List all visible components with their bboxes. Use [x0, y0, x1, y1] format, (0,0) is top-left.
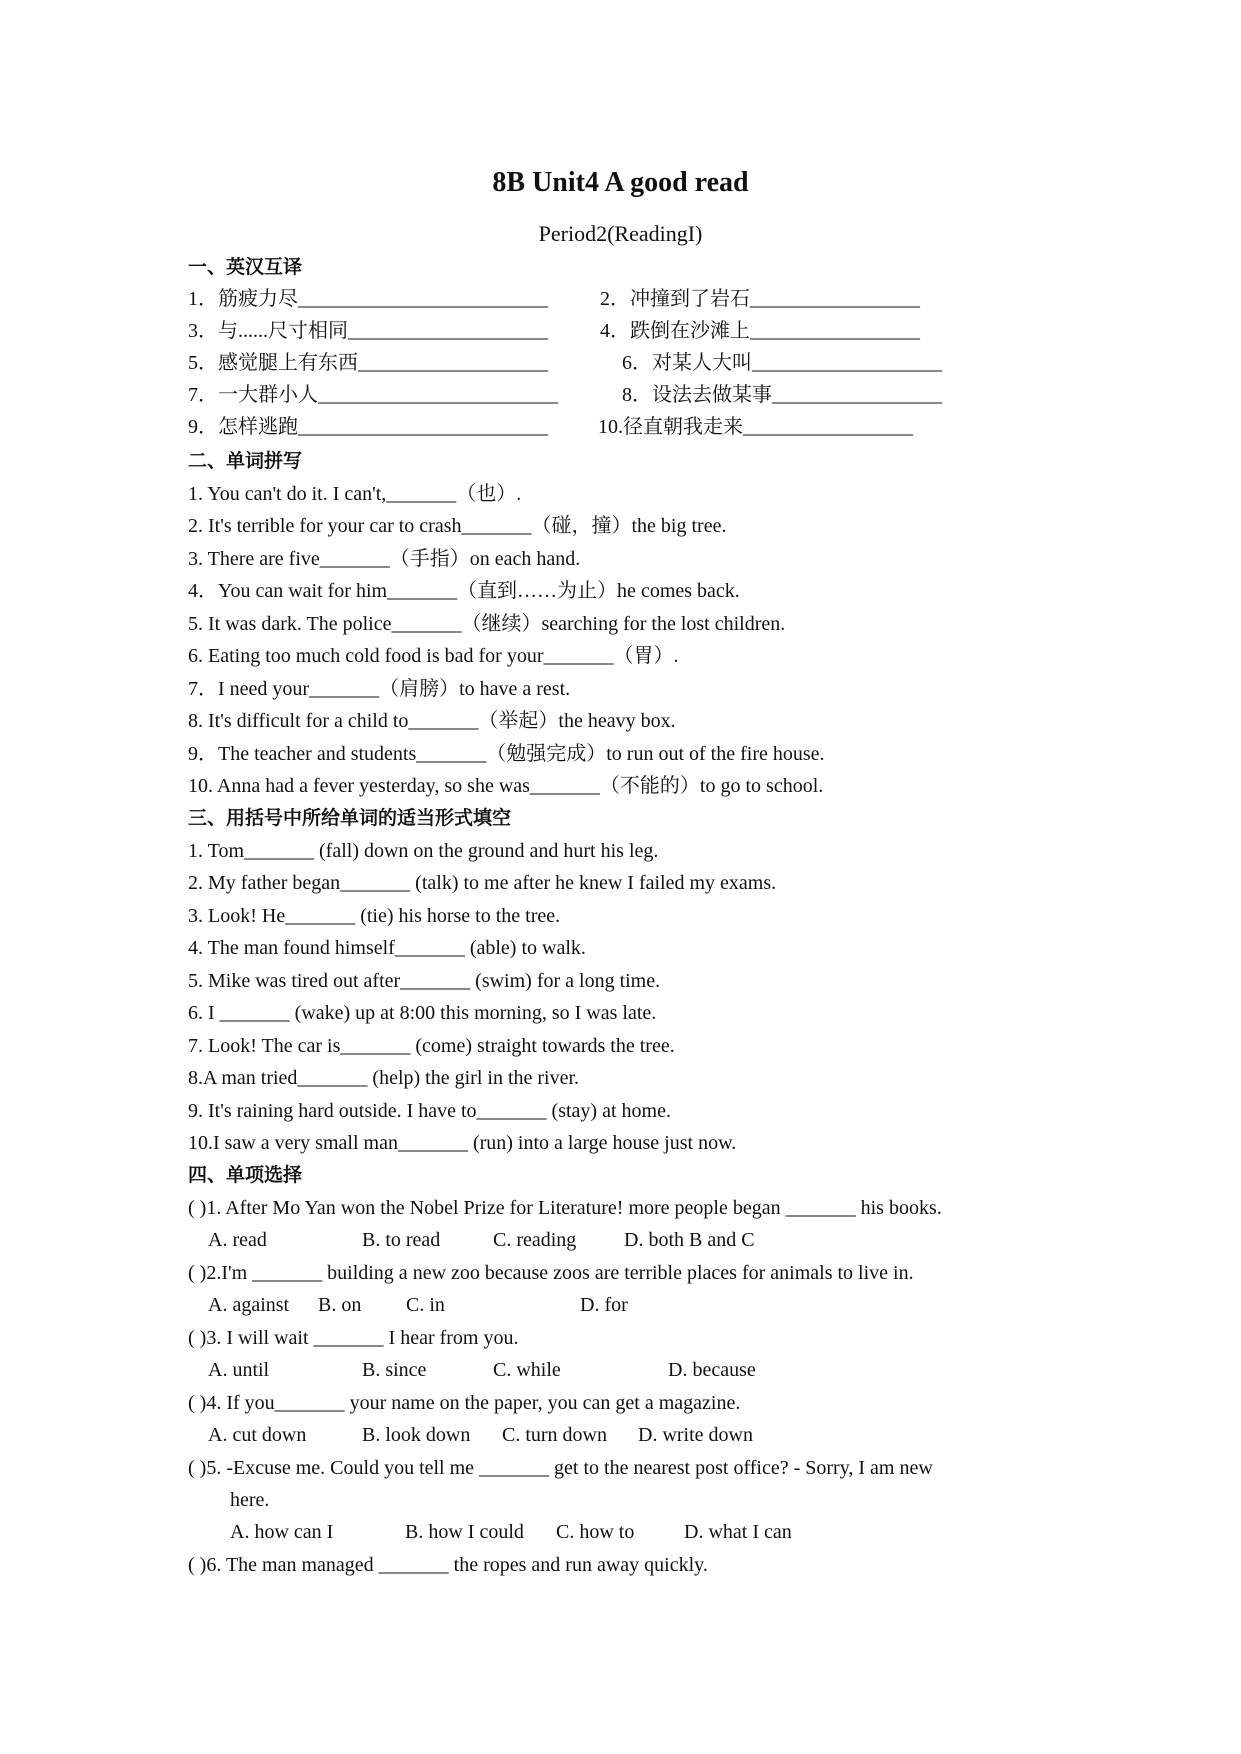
mc-option-d: D. both B and C: [624, 1229, 755, 1251]
mc-option-d: D. because: [668, 1359, 756, 1381]
section4-heading: 四、单项选择: [188, 1164, 303, 1186]
s3-item: 4. The man found himself_______ (able) to walk.: [188, 937, 586, 959]
mc-option-a: A. cut down: [208, 1424, 307, 1446]
s1-item-left: 1．筋疲力尽_________________________: [188, 288, 548, 310]
s1-item-right: 6．对某人大叫___________________: [622, 352, 942, 374]
mc-question-stem: ( )1. After Mo Yan won the Nobel Prize for Literature! more people began _______ his books.: [188, 1197, 942, 1219]
mc-option-a: A. read: [208, 1229, 267, 1251]
mc-question-stem: ( )5. -Excuse me. Could you tell me _______ get to the nearest post office? - Sorry, I am new: [188, 1457, 933, 1479]
mc-option-d: D. write down: [638, 1424, 753, 1446]
s1-item-right: 10.径直朝我走来_________________: [598, 416, 913, 438]
s2-item: 4．You can wait for him_______（直到……为止）he comes back.: [188, 580, 740, 602]
s2-item: 1. You can't do it. I can't,_______（也）.: [188, 483, 522, 505]
s2-item: 2. It's terrible for your car to crash_______（碰，撞）the big tree.: [188, 515, 727, 537]
worksheet-title: 8B Unit4 A good read: [492, 167, 749, 198]
mc-option-a: A. until: [208, 1359, 270, 1381]
s2-item: 9．The teacher and students_______（勉强完成）to run out of the fire house.: [188, 743, 825, 765]
s2-item: 5. It was dark. The police_______（继续）searching for the lost children.: [188, 613, 786, 635]
s2-item: 3. There are five_______（手指）on each hand.: [188, 548, 581, 570]
mc-question-stem: ( )3. I will wait _______ I hear from you.: [188, 1327, 519, 1349]
s3-item: 3. Look! He_______ (tie) his horse to the tree.: [188, 905, 561, 927]
s1-item-left: 5．感觉腿上有东西___________________: [188, 352, 548, 374]
mc-option-c: C. how to: [556, 1521, 635, 1543]
mc-question-continuation: here.: [230, 1489, 270, 1511]
s2-item: 8. It's difficult for a child to_______（举起）the heavy box.: [188, 710, 676, 732]
s3-item: 6. I _______ (wake) up at 8:00 this morning, so I was late.: [188, 1002, 657, 1024]
s1-item-left: 9．怎样逃跑_________________________: [188, 416, 548, 438]
s3-item: 9. It's raining hard outside. I have to_______ (stay) at home.: [188, 1100, 671, 1122]
s1-item-left: 3．与......尺寸相同____________________: [188, 320, 548, 342]
s2-item: 6. Eating too much cold food is bad for your_______（胃）.: [188, 645, 679, 667]
s3-item: 2. My father began_______ (talk) to me after he knew I failed my exams.: [188, 872, 777, 894]
mc-option-b: B. on: [318, 1294, 362, 1316]
s1-item-left: 7．一大群小人________________________: [188, 384, 558, 406]
mc-option-b: B. since: [362, 1359, 427, 1381]
mc-option-c: C. turn down: [502, 1424, 607, 1446]
s2-item: 7．I need your_______（肩膀）to have a rest.: [188, 678, 571, 700]
section2-heading: 二、单词拼写: [188, 450, 303, 472]
s3-item: 1. Tom_______ (fall) down on the ground and hurt his leg.: [188, 840, 659, 862]
s1-item-right: 4．跌倒在沙滩上_________________: [600, 320, 920, 342]
mc-option-d: D. what I can: [684, 1521, 792, 1543]
mc-option-a: A. against: [208, 1294, 290, 1316]
section1-heading: 一、英汉互译: [188, 256, 303, 278]
mc-question-stem: ( )6. The man managed _______ the ropes and run away quickly.: [188, 1554, 708, 1576]
s3-item: 5. Mike was tired out after_______ (swim) for a long time.: [188, 970, 661, 992]
section3-heading: 三、用括号中所给单词的适当形式填空: [188, 807, 512, 829]
mc-option-a: A. how can I: [230, 1521, 334, 1543]
s2-item: 10. Anna had a fever yesterday, so she was_______（不能的）to go to school.: [188, 775, 824, 797]
mc-option-c: C. in: [406, 1294, 445, 1316]
mc-option-b: B. to read: [362, 1229, 441, 1251]
mc-question-stem: ( )2.I'm _______ building a new zoo because zoos are terrible places for animals to live in.: [188, 1262, 914, 1284]
mc-option-b: B. look down: [362, 1424, 471, 1446]
mc-question-stem: ( )4. If you_______ your name on the paper, you can get a magazine.: [188, 1392, 741, 1414]
mc-option-c: C. while: [493, 1359, 561, 1381]
s3-item: 8.A man tried_______ (help) the girl in the river.: [188, 1067, 580, 1089]
s3-item: 10.I saw a very small man_______ (run) into a large house just now.: [188, 1132, 737, 1154]
worksheet-subtitle: Period2(ReadingI): [538, 221, 703, 246]
mc-option-b: B. how I could: [405, 1521, 524, 1543]
mc-option-c: C. reading: [493, 1229, 577, 1251]
mc-option-d: D. for: [580, 1294, 628, 1316]
s3-item: 7. Look! The car is_______ (come) straight towards the tree.: [188, 1035, 675, 1057]
s1-item-right: 8．设法去做某事_________________: [622, 384, 942, 406]
s1-item-right: 2．冲撞到了岩石_________________: [600, 288, 920, 310]
